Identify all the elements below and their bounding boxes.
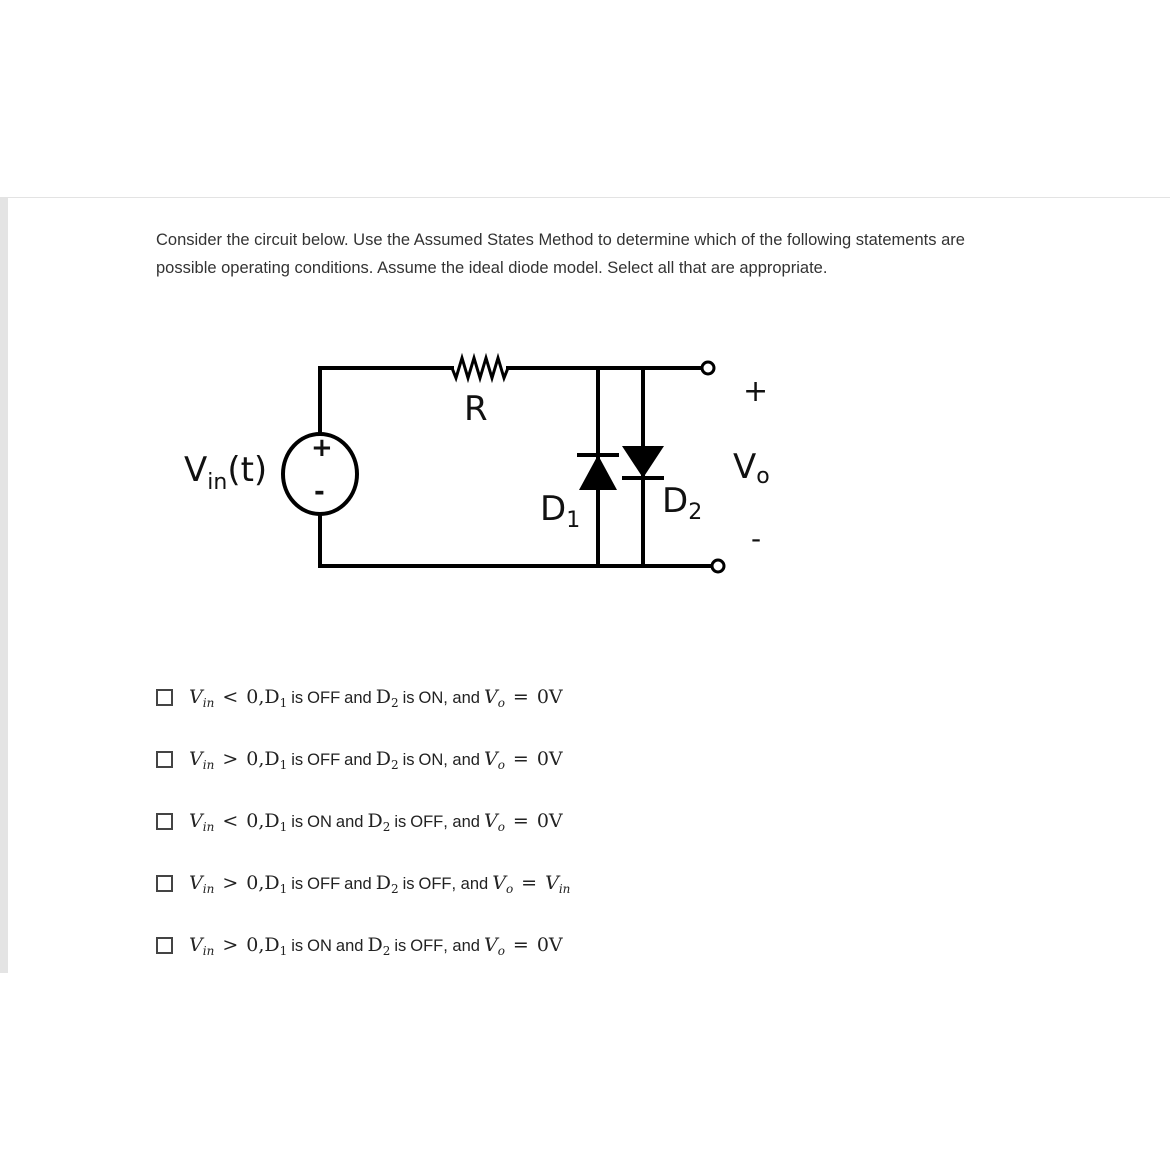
checkbox[interactable] — [156, 751, 173, 768]
d1-state: OFF — [307, 689, 341, 707]
d2-symbol: $D_2$ — [375, 748, 399, 772]
answer-options — [156, 666, 570, 976]
vin-symbol: $V_{in}$ — [189, 748, 215, 772]
comparison: < — [222, 810, 239, 832]
resistor-symbol — [452, 358, 508, 378]
output-label-sub: o — [756, 464, 770, 489]
d1-symbol: $D_1$ — [264, 748, 288, 772]
zero-value: 0, — [246, 748, 265, 770]
checkbox[interactable] — [156, 689, 173, 706]
d1-diode-icon — [579, 455, 617, 490]
option-label — [189, 934, 563, 956]
vin-symbol: $V_{in}$ — [189, 810, 215, 834]
and-text-2: , and — [443, 751, 480, 769]
question-panel — [0, 197, 1170, 973]
zero-value: 0, — [246, 686, 265, 708]
d1-symbol: $D_1$ — [264, 810, 288, 834]
vo-symbol: $V_o$ — [492, 872, 514, 896]
d1-state: ON — [307, 813, 332, 831]
d2-diode-icon — [622, 446, 664, 478]
vo-value: 0V — [536, 934, 563, 956]
and-text: and — [344, 751, 372, 769]
is-text: is — [291, 875, 304, 893]
is-text: is — [291, 751, 304, 769]
and-text-2: , and — [443, 937, 480, 955]
d2-state: ON — [418, 689, 444, 707]
resistor-label: R — [464, 389, 488, 429]
is-text-2: is — [402, 751, 415, 769]
zero-value: 0, — [246, 934, 265, 956]
output-plus: + — [743, 374, 769, 409]
d1-state: OFF — [307, 875, 341, 893]
d2-symbol: $D_2$ — [375, 872, 399, 896]
and-text-2: , and — [443, 813, 480, 831]
vin-symbol: $V_{in}$ — [189, 872, 215, 896]
and-text: and — [335, 937, 364, 955]
d2-symbol: $D_2$ — [375, 686, 399, 710]
d1-state: ON — [307, 937, 332, 955]
output-label — [733, 447, 770, 489]
output-minus: - — [751, 522, 762, 555]
vo-symbol: $V_o$ — [483, 686, 505, 710]
d2-label-main: D — [662, 481, 689, 521]
vo-value: 0V — [536, 686, 563, 708]
equals-sign: = — [512, 810, 529, 832]
and-text: and — [335, 813, 364, 831]
is-text-2: is — [394, 937, 407, 955]
vo-symbol: $V_o$ — [483, 748, 505, 772]
vin-symbol: $V_{in}$ — [189, 934, 215, 958]
zero-value: 0, — [246, 810, 265, 832]
d2-label-sub: 2 — [688, 500, 703, 525]
option-label — [189, 686, 563, 708]
d2-state: ON — [418, 751, 444, 769]
vo-value: 0V — [536, 748, 563, 770]
option-label — [189, 872, 570, 894]
vo-value: $V_{in}$ — [545, 872, 571, 896]
comparison: > — [222, 872, 239, 894]
option-label — [189, 748, 563, 770]
is-text: is — [291, 689, 304, 707]
zero-value: 0, — [246, 872, 265, 894]
d1-label-main: D — [540, 489, 567, 529]
question-line-2: possible operating conditions. Assume the ideal diode model. Select all that are appropriate. — [156, 259, 828, 277]
comparison: < — [222, 686, 239, 708]
and-text-2: , and — [451, 875, 489, 893]
answer-option-5[interactable] — [156, 914, 570, 976]
output-terminal-bottom — [712, 560, 724, 572]
d2-state: OFF — [410, 937, 444, 955]
d2-state: OFF — [410, 813, 444, 831]
is-text-2: is — [402, 689, 415, 707]
comparison: > — [222, 748, 239, 770]
source-label-sub: in — [207, 470, 228, 495]
d2-state: OFF — [418, 875, 452, 893]
d1-symbol: $D_1$ — [264, 934, 288, 958]
circuit-diagram — [170, 348, 810, 638]
vo-symbol: $V_o$ — [483, 810, 505, 834]
source-label-tail: (t) — [227, 450, 268, 490]
d1-symbol: $D_1$ — [264, 686, 288, 710]
vo-value: 0V — [536, 810, 563, 832]
is-text-2: is — [402, 875, 415, 893]
and-text-2: , and — [443, 689, 480, 707]
equals-sign: = — [512, 934, 529, 956]
question-line-1: Consider the circuit below. Use the Assumed States Method to determine which of the following statements are — [156, 231, 965, 249]
d2-symbol: $D_2$ — [367, 810, 391, 834]
d1-state: OFF — [307, 751, 341, 769]
and-text: and — [344, 875, 372, 893]
vin-symbol: $V_{in}$ — [189, 686, 215, 710]
source-minus: - — [314, 477, 325, 507]
equals-sign: = — [512, 686, 529, 708]
d1-symbol: $D_1$ — [264, 872, 288, 896]
source-label — [184, 450, 267, 495]
is-text: is — [291, 937, 304, 955]
d1-label — [540, 489, 580, 533]
answer-option-4[interactable] — [156, 852, 570, 914]
checkbox[interactable] — [156, 875, 173, 892]
comparison: > — [222, 934, 239, 956]
d2-label — [662, 481, 702, 525]
source-plus: + — [311, 433, 333, 463]
is-text-2: is — [394, 813, 407, 831]
checkbox[interactable] — [156, 813, 173, 830]
d1-label-sub: 1 — [566, 508, 581, 533]
d2-symbol: $D_2$ — [367, 934, 391, 958]
answer-option-2[interactable] — [156, 728, 570, 790]
equals-sign: = — [521, 872, 538, 894]
output-terminal-top — [702, 362, 714, 374]
output-label-main: V — [733, 447, 757, 487]
top-wire — [320, 368, 452, 414]
checkbox[interactable] — [156, 937, 173, 954]
equals-sign: = — [512, 748, 529, 770]
question-text — [156, 226, 1056, 282]
and-text: and — [344, 689, 372, 707]
answer-option-1[interactable] — [156, 666, 570, 728]
scrollbar-track[interactable] — [1149, 198, 1170, 973]
is-text: is — [291, 813, 304, 831]
answer-option-3[interactable] — [156, 790, 570, 852]
option-label — [189, 810, 563, 832]
source-label-main: V — [184, 450, 208, 490]
left-border — [0, 198, 8, 973]
vo-symbol: $V_o$ — [483, 934, 505, 958]
